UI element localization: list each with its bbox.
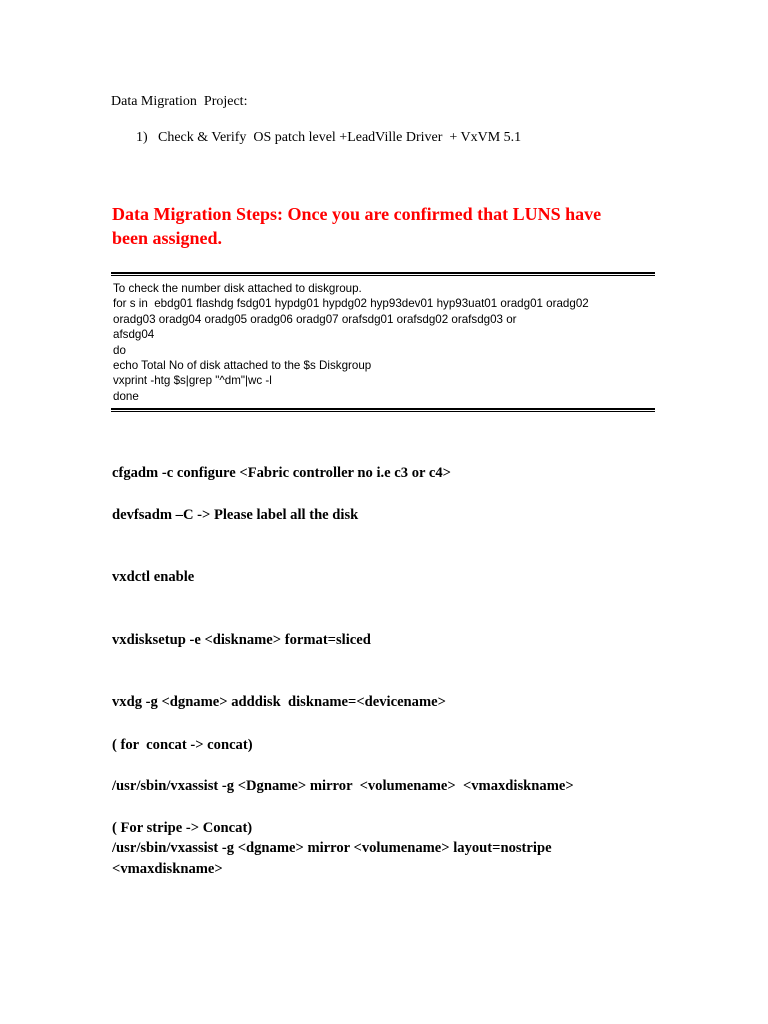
checklist-item-number: 1): [136, 130, 148, 145]
code-block-lines: [111, 276, 655, 408]
code-line: afsdg04: [113, 328, 155, 342]
command-vxassist-nostripe-cont: <vmaxdiskname>: [112, 861, 223, 877]
note-concat: ( for concat -> concat): [112, 737, 253, 753]
code-line: To check the number disk attached to diskgroup.: [113, 282, 362, 295]
command-vxdg-adddisk: vxdg -g <dgname> adddisk diskname=<devicename>: [112, 694, 446, 710]
code-line: vxprint -htg $s|grep "^dm"|wc -l: [113, 374, 272, 388]
command-devfsadm: devfsadm –C -> Please label all the disk: [112, 507, 359, 523]
note-stripe: ( For stripe -> Concat): [112, 820, 253, 836]
command-vxassist-mirror: /usr/sbin/vxassist -g <Dgname> mirror <volumename> <vmaxdiskname>: [112, 778, 574, 794]
command-vxassist-nostripe: /usr/sbin/vxassist -g <dgname> mirror <volumename> layout=nostripe: [112, 840, 552, 856]
checklist-item-text: Check & Verify OS patch level +LeadVille Driver + VxVM 5.1: [158, 130, 522, 145]
steps-heading: Data Migration Steps: Once you are confirmed that LUNS have been assigned.: [112, 204, 602, 248]
code-line: oradg03 oradg04 oradg05 oradg06 oradg07 orafsdg01 orafsdg02 orafsdg03 or: [113, 312, 517, 326]
code-block: [111, 272, 655, 412]
code-line: for s in ebdg01 flashdg fsdg01 hypdg01 hypdg02 hyp93dev01 hyp93uat01 oradg01 oradg02: [113, 297, 589, 311]
code-block-bottom-rule: [111, 408, 655, 412]
code-line: echo Total No of disk attached to the $s Diskgroup: [113, 359, 372, 373]
code-line: done: [113, 389, 139, 403]
checklist-item: [0, 130, 522, 194]
command-vxdisksetup: vxdisksetup -e <diskname> format=sliced: [112, 632, 371, 648]
code-line: do: [113, 343, 126, 357]
command-cfgadm: cfgadm -c configure <Fabric controller no i.e c3 or c4>: [112, 465, 451, 481]
command-vxdctl: vxdctl enable: [112, 569, 195, 585]
project-title: Data Migration Project:: [111, 94, 248, 109]
